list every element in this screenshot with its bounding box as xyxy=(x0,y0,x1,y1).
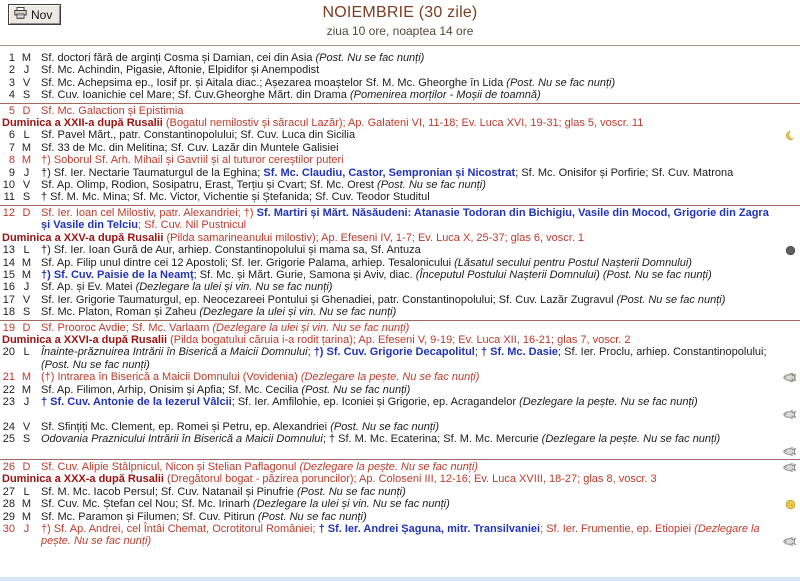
sunday-heading-readings: (Pilda bogatului căruia i-a rodit țarina); Ap. Efeseni V, 9-19; Ev. Luca XII, 16-21; glas 7, voscr. 2 xyxy=(167,333,631,346)
day-number: 25 xyxy=(2,433,15,446)
day-saints-text xyxy=(41,207,800,232)
saints-text-segment: †) xyxy=(243,206,257,219)
saints-text-segment: Sf. Ap. Olimp, Rodion, Sosipatru, Erast, Terțiu și Cvart; Sf. Mc. Orest xyxy=(41,179,378,192)
saints-text-segment: (Dezlegare la ulei și vin. Nu se fac nunți) xyxy=(252,498,450,511)
saints-text-segment: ; Sf. Ier. Proclu, arhiep. Constantinopolului; xyxy=(558,346,767,359)
calendar-day-row xyxy=(0,294,800,306)
saints-text-segment: †) Sf. Cuv. Paisie de la Neamț xyxy=(41,268,194,281)
saints-text-segment: Sf. Mc. Paramon și Filumen; Sf. Cuv. Pitirun xyxy=(41,510,258,523)
saints-text-segment: Sf. Mc. Claudiu, Castor, Sempronian și Nicostrat xyxy=(263,166,516,179)
saints-text-segment: Sf. doctori fără de arginți Cosma și Damian, cei din Asia xyxy=(41,52,316,64)
day-saints-text xyxy=(41,142,800,154)
day-of-week-letter: J xyxy=(23,395,30,408)
day-number: 16 xyxy=(2,281,15,294)
day-number: 11 xyxy=(3,191,15,204)
day-of-week-letter: J xyxy=(23,64,30,77)
saints-text-segment: Sf. Mc. Galaction și Epistimia xyxy=(41,104,184,117)
calendar-day-row xyxy=(0,167,800,179)
saints-text-segment: Sf. Cuv. Mc. Ștefan cel Nou; Sf. Mc. Irinarh xyxy=(41,498,253,511)
day-night-hours: ziua 10 ore, noaptea 14 ore xyxy=(326,24,474,38)
sunday-heading xyxy=(0,473,800,485)
saints-text-segment: Sf. Ap. și Ev. Matei xyxy=(41,281,136,294)
day-of-week-letter: M xyxy=(21,371,32,384)
day-number: 24 xyxy=(2,420,15,433)
calendar-day-row xyxy=(0,486,800,498)
day-of-week-letter: J xyxy=(23,166,30,179)
saints-text-segment: (Post. Nu se fac nunți) xyxy=(330,420,440,433)
sunday-heading xyxy=(0,117,800,129)
day-number: 15 xyxy=(2,268,15,281)
day-saints-text xyxy=(41,167,800,179)
day-number: 3 xyxy=(8,76,15,89)
day-of-week-letter: D xyxy=(22,206,31,219)
day-number: 9 xyxy=(8,166,15,179)
saints-text-segment: Sf. 33 de Mc. din Melitina; Sf. Cuv. Lazăr din Muntele Galisiei xyxy=(41,141,339,154)
day-saints-text xyxy=(41,294,800,306)
day-saints-text xyxy=(41,433,800,458)
day-of-week-letter: V xyxy=(22,179,31,192)
saints-text-segment: ; Sf. Ier. Frumentie, ep. Etiopiei xyxy=(540,523,695,535)
calendar-day-row xyxy=(0,511,800,523)
calendar-day-row xyxy=(0,207,800,232)
day-number: 4 xyxy=(8,89,15,102)
day-saints-text xyxy=(41,523,800,548)
week-separator xyxy=(0,320,800,321)
day-saints-text xyxy=(41,257,800,269)
day-of-week-letter: M xyxy=(21,268,32,281)
day-of-week-letter: L xyxy=(23,346,30,359)
saints-text-segment: Sf. Ier. Grigorie Taumaturgul, ep. Neocezareei Pontului și Ghenadiei, patr. Constantinopolului; Sf. Cuv. Lazăr Zugravul xyxy=(41,293,617,306)
saints-text-segment: Sf. Pavel Mărt., patr. Constantinopolului; Sf. Cuv. Luca din Sicilia xyxy=(41,129,356,142)
day-of-week-letter: M xyxy=(21,256,32,269)
saints-text-segment: (Post. Nu se fac nunți) xyxy=(257,510,367,523)
saints-text-segment: (Pomenirea morților - Moșii de toamnă) xyxy=(349,89,541,102)
saints-text-segment: Odovania Praznicului Intrării în Biserică a Maicii Domnului xyxy=(41,433,323,446)
sunday-heading xyxy=(0,334,800,346)
day-of-week-letter: S xyxy=(22,89,31,102)
saints-text-segment: Sf. Mc. Platon, Roman și Zaheu xyxy=(41,306,200,319)
day-of-week-letter: L xyxy=(23,485,30,498)
saints-text-segment: (Post. Nu se fac nunți) xyxy=(301,383,411,396)
day-of-week-letter: L xyxy=(23,129,30,142)
saints-text-segment: † Sf. Cuv. Antonie de la Iezerul Vâlcii xyxy=(41,395,232,408)
saints-text-segment: †) Soborul Sf. Arh. Mihail și Gavriil și al tuturor cereștilor puteri xyxy=(41,154,344,167)
day-of-week-letter: D xyxy=(22,460,31,473)
day-saints-text xyxy=(41,306,800,318)
saints-text-segment: Sf. Ap. Filip unul dintre cei 12 Apostoli; Sf. Ier. Grigorie Palama, arhiep. Tesalonicului xyxy=(41,256,455,269)
day-of-week-letter: S xyxy=(22,433,31,446)
bottom-strip xyxy=(0,577,800,581)
day-of-week-letter: M xyxy=(21,383,32,396)
saints-text-segment: Sf. Martiri și Mărt. Năsăudeni: Atanasie Todoran din Bichigiu, Vasile din Mocod, Grigorie din Zagra și Vasile din Telciu xyxy=(41,206,769,232)
sunday-heading-label: Duminica a XXX-a după Rusalii xyxy=(2,473,164,486)
day-saints-text xyxy=(41,64,800,76)
calendar-day-row xyxy=(0,346,800,371)
day-saints-text xyxy=(41,129,800,141)
saints-text-segment: ; Sf. Ier. Amfilohie, ep. Iconiei și Grigorie, ep. Acragandelor xyxy=(231,395,520,408)
day-of-week-letter: M xyxy=(21,510,32,523)
day-number: 30 xyxy=(2,523,15,535)
day-saints-text xyxy=(41,244,800,256)
day-number: 21 xyxy=(2,371,15,384)
calendar-day-row xyxy=(0,396,800,421)
day-of-week-letter: D xyxy=(22,104,31,117)
day-saints-text xyxy=(41,371,800,383)
saints-text-segment: ; Sf. Mc. și Mărt. Gurie, Samona și Aviv, diac. xyxy=(193,268,416,281)
saints-text-segment: (Dezlegare la pește. Nu se fac nunți) xyxy=(41,523,760,548)
calendar-day-row xyxy=(0,523,800,548)
saints-text-segment: (Post. Nu se fac nunți) xyxy=(315,52,425,64)
saints-text-segment: (Dezlegare la pește. Nu se fac nunți) xyxy=(541,433,721,446)
saints-text-segment: (Lăsatul secului pentru Postul Nașterii Domnului) xyxy=(454,256,692,269)
saints-text-segment: (Post. Nu se fac nunți) xyxy=(616,293,726,306)
saints-text-segment: Sf. Sfințiți Mc. Clement, ep. Romei și Petru, ep. Alexandriei xyxy=(41,420,331,433)
saints-text-segment: (Dezlegare la pește. Nu se fac nunți) xyxy=(299,460,478,473)
fish-icon xyxy=(780,371,796,383)
day-number: 23 xyxy=(2,395,15,408)
day-of-week-letter: S xyxy=(22,306,31,319)
saints-text-segment: † Sf. M. Mc. Mina; Sf. Mc. Victor, Vichentie și Ștefanida; Sf. Cuv. Teodor Studitul xyxy=(41,191,430,204)
calendar-day-row xyxy=(0,64,800,76)
saints-text-segment: (Dezlegare la ulei și vin. Nu se fac nunți) xyxy=(212,321,410,334)
day-saints-text xyxy=(41,191,800,203)
week-separator xyxy=(0,205,800,206)
sunday-heading-label: Duminica a XXVI-a după Rusalii xyxy=(2,333,168,346)
day-of-week-letter: D xyxy=(22,321,31,334)
day-number: 14 xyxy=(2,256,15,269)
day-saints-text xyxy=(41,461,800,473)
day-number: 22 xyxy=(2,383,15,396)
saints-text-segment: †) Sf. Cuv. Grigorie Decapolitul xyxy=(313,346,475,359)
saints-text-segment: (Dezlegare la ulei și vin. Nu se fac nunți) xyxy=(135,281,333,294)
week-separator xyxy=(0,103,800,104)
saints-text-segment: † Sf. Mc. Dasie xyxy=(480,346,559,359)
day-of-week-letter: V xyxy=(22,76,31,89)
day-saints-text xyxy=(41,77,800,89)
saints-text-segment: Sf. M. Mc. Iacob Persul; Sf. Cuv. Natanail și Pinufrie xyxy=(41,485,297,498)
print-month-button-label: Nov xyxy=(31,7,53,22)
saints-text-segment: (Post. Nu se fac nunți) xyxy=(377,179,486,192)
saints-text-segment: Sf. Cuv. Ioanichie cel Mare; Sf. Cuv.Gheorghe Mărt. din Drama xyxy=(41,89,350,102)
saints-text-segment: ; Sf. Cuv. Nil Pustnicul xyxy=(138,219,247,232)
calendar-day-row xyxy=(0,77,800,89)
calendar-day-row xyxy=(0,371,800,383)
day-number: 8 xyxy=(8,154,15,167)
calendar-day-row xyxy=(0,179,800,191)
calendar-day-row xyxy=(0,129,800,141)
saints-text-segment: Sf. Mc. Achindin, Pigasie, Aftonie, Elpidifor și Anempodist xyxy=(41,64,320,77)
day-number: 20 xyxy=(2,346,15,359)
day-saints-text xyxy=(41,421,800,433)
calendar-day-row xyxy=(0,154,800,166)
day-saints-text xyxy=(41,384,800,396)
moon-full-icon xyxy=(782,498,796,510)
day-number: 26 xyxy=(2,460,15,473)
day-saints-text xyxy=(41,179,800,191)
sunday-heading-label: Duminica a XXV-a după Rusalii xyxy=(2,231,164,244)
saints-text-segment: (†) Intrarea în Biserică a Maicii Domnului (Vovidenia) xyxy=(41,371,301,384)
sunday-heading-readings: (Dregătorul bogat - păzirea poruncilor); Ap. Coloseni III, 12-16; Ev. Luca XVIII, 18-27; glas 8, voscr. 3 xyxy=(164,473,657,486)
calendar-day-row xyxy=(0,498,800,510)
day-of-week-letter: J xyxy=(23,523,30,535)
day-number: 27 xyxy=(2,485,15,498)
saints-text-segment: (Dezlegare la pește. Nu se fac nunți) xyxy=(300,371,480,384)
day-of-week-letter: S xyxy=(22,191,31,204)
day-saints-text xyxy=(41,52,800,64)
day-of-week-letter: M xyxy=(21,52,32,64)
sunday-heading xyxy=(0,232,800,244)
fish-icon xyxy=(780,535,796,547)
calendar-day-row xyxy=(0,461,800,473)
day-of-week-letter: M xyxy=(21,498,32,511)
day-number: 18 xyxy=(2,306,15,319)
day-of-week-letter: M xyxy=(21,141,32,154)
saints-text-segment: Înainte-prăznuirea Intrării în Biserică a Maicii Domnului xyxy=(41,346,308,359)
saints-text-segment: (Începutul Postului Nașterii Domnului) (Post. Nu se fac nunți) xyxy=(415,268,712,281)
day-saints-text xyxy=(41,154,800,166)
calendar-day-row xyxy=(0,244,800,256)
day-number: 28 xyxy=(2,498,15,511)
saints-text-segment: (Dezlegare la pește. Nu se fac nunți) xyxy=(519,395,698,408)
saints-text-segment: (Post. Nu se fac nunți) xyxy=(296,485,406,498)
calendar-day-row xyxy=(0,105,800,117)
day-of-week-letter: L xyxy=(23,244,30,257)
page-title: NOIEMBRIE (30 zile) xyxy=(322,4,478,21)
saints-text-segment: Sf. Mc. Achepsima ep., Iosif pr. și Aitala diac.; Așezarea moaștelor Sf. M. Mc. Gheorghe în Lida xyxy=(41,76,507,89)
moon-last-quarter-icon xyxy=(783,129,796,141)
saints-text-segment: (Dezlegare la ulei și vin. Nu se fac nunți) xyxy=(199,306,397,319)
calendar-day-list xyxy=(0,46,800,548)
fish-icon xyxy=(780,446,796,458)
day-number: 13 xyxy=(2,244,15,257)
fish-icon xyxy=(780,408,796,420)
saints-text-segment: Sf. Prooroc Avdie; Sf. Mc. Varlaam xyxy=(41,321,213,334)
day-number: 29 xyxy=(2,510,15,523)
moon-new-icon xyxy=(782,244,796,256)
week-separator xyxy=(0,459,800,460)
calendar-day-row xyxy=(0,142,800,154)
saints-text-segment: ; xyxy=(474,346,481,359)
saints-text-segment: †) Sf. Ap. Andrei, cel Întâi Chemat, Ocrotitorul României; xyxy=(41,523,319,535)
printer-icon xyxy=(14,7,27,22)
saints-text-segment: †) Sf. Ier. Nectarie Taumaturgul de la Eghina; xyxy=(41,166,264,179)
day-saints-text xyxy=(41,346,800,371)
calendar-day-row xyxy=(0,191,800,203)
day-of-week-letter: M xyxy=(21,154,32,167)
saints-text-segment: †) Sf. Ier. Ioan Gură de Aur, arhiep. Constantinopolului și mama sa, Sf. Antuza xyxy=(41,244,421,257)
day-number: 6 xyxy=(8,129,15,142)
fish-icon xyxy=(780,461,796,473)
saints-text-segment: Sf. Ap. Filimon, Arhip, Onisim și Apfia; Sf. Mc. Cecilia xyxy=(41,383,302,396)
saints-text-segment: ; Sf. Mc. Onisifor și Porfirie; Sf. Cuv. Matrona xyxy=(515,166,734,179)
day-number: 12 xyxy=(2,206,15,219)
calendar-header xyxy=(0,0,800,46)
day-saints-text xyxy=(41,281,800,293)
calendar-day-row xyxy=(0,322,800,334)
day-saints-text xyxy=(41,89,800,101)
day-number: 19 xyxy=(2,321,15,334)
saints-text-segment: Sf. Cuv. Alipie Stâlpnicul, Nicon și Stelian Paflagonul xyxy=(41,460,300,473)
day-saints-text xyxy=(41,269,800,281)
saints-text-segment: ; † Sf. M. Mc. Ecaterina; Sf. M. Mc. Mercurie xyxy=(322,433,542,446)
calendar-day-row xyxy=(0,281,800,293)
day-saints-text xyxy=(41,486,800,498)
calendar-day-row xyxy=(0,269,800,281)
print-month-button[interactable] xyxy=(8,4,61,25)
sunday-heading-label: Duminica a XXII-a după Rusalii xyxy=(2,117,163,130)
day-saints-text xyxy=(41,105,800,117)
calendar-day-row xyxy=(0,257,800,269)
day-number: 17 xyxy=(2,293,15,306)
calendar-day-row xyxy=(0,89,800,101)
day-number: 7 xyxy=(8,141,15,154)
day-number: 5 xyxy=(8,104,15,117)
sunday-heading-readings: (Bogatul nemilostiv și săracul Lazăr); Ap. Galateni VI, 11-18; Ev. Luca XVI, 19-31; glas 5, voscr. 11 xyxy=(162,117,644,130)
calendar-day-row xyxy=(0,433,800,458)
day-of-week-letter: J xyxy=(23,281,30,294)
saints-text-segment: ; xyxy=(307,346,314,359)
day-number: 10 xyxy=(2,179,15,192)
day-saints-text xyxy=(41,322,800,334)
calendar-day-row xyxy=(0,306,800,318)
saints-text-segment: Sf. Ier. Ioan cel Milostiv, patr. Alexandriei; xyxy=(41,206,244,219)
calendar-day-row xyxy=(0,52,800,64)
day-saints-text xyxy=(41,498,800,510)
saints-text-segment: † Sf. Ier. Andrei Șaguna, mitr. Transilvaniei xyxy=(318,523,541,535)
day-saints-text xyxy=(41,511,800,523)
calendar-day-row xyxy=(0,421,800,433)
day-saints-text xyxy=(41,396,800,421)
sunday-heading-readings: (Pilda samarineanului milostiv); Ap. Efeseni IV, 1-7; Ev. Luca X, 25-37; glas 6, voscr. 1 xyxy=(163,231,585,244)
day-of-week-letter: V xyxy=(22,420,31,433)
day-number: 1 xyxy=(8,52,15,64)
calendar-day-row xyxy=(0,384,800,396)
day-number: 2 xyxy=(8,64,15,77)
saints-text-segment: (Post. Nu se fac nunți) xyxy=(41,358,150,371)
day-of-week-letter: V xyxy=(22,293,31,306)
saints-text-segment: (Post. Nu se fac nunți) xyxy=(506,76,616,89)
